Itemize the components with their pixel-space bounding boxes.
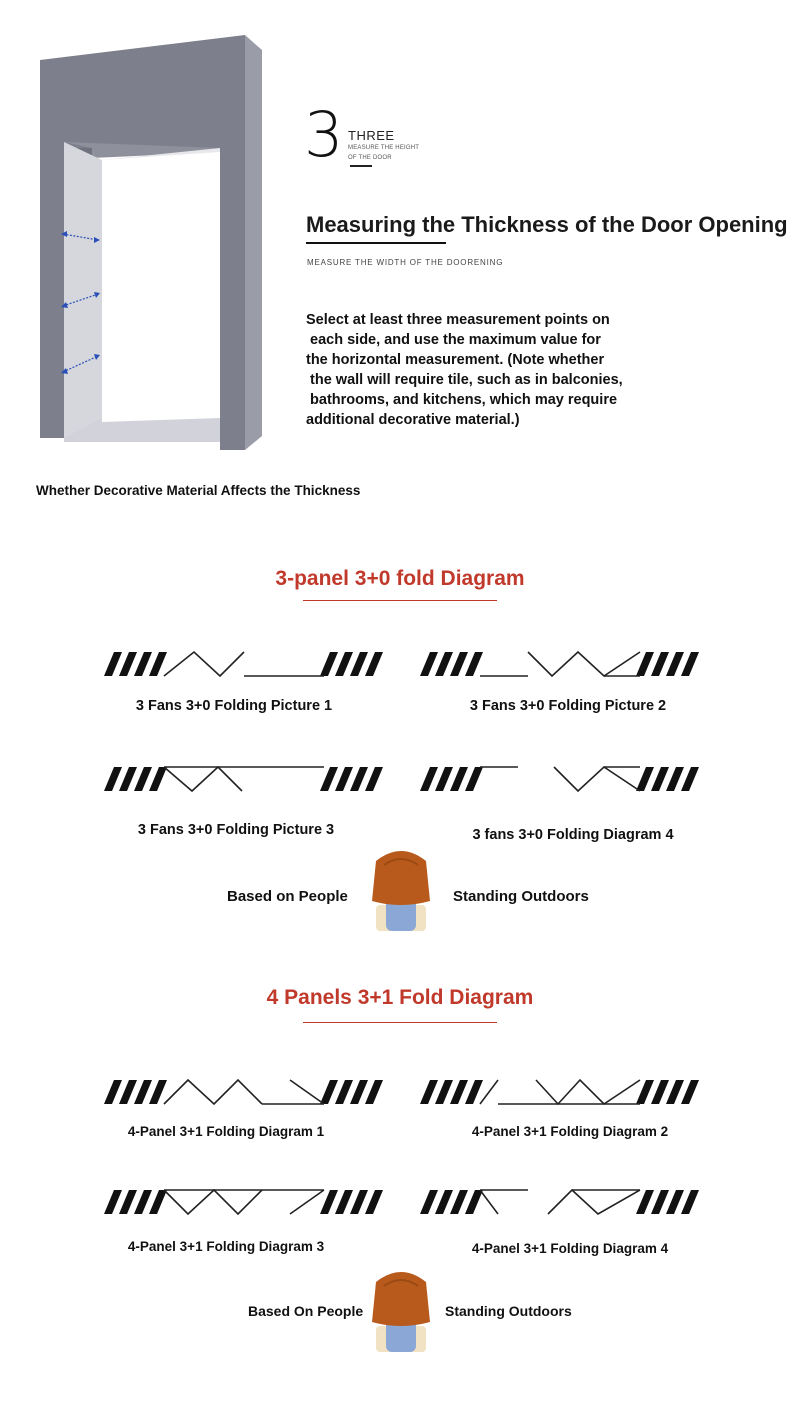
door-panel [164,1190,262,1214]
wall-hatch [350,1190,368,1214]
person-label-right-4panel: Standing Outdoors [445,1303,572,1319]
wall-hatch [666,652,684,676]
label-4panel-2: 4-Panel 3+1 Folding Diagram 2 [471,1124,669,1139]
wall-hatch [435,1080,453,1104]
wall-hatch [651,1080,669,1104]
person-icon [366,847,436,933]
wall-hatch [435,1190,453,1214]
underline-4panel [303,1022,497,1023]
wall-hatch [134,1190,152,1214]
wall-hatch [420,652,438,676]
title-3panel: 3-panel 3+0 fold Diagram [275,567,525,590]
section-subheading: MEASURE THE WIDTH OF THE DOORENING [307,258,504,267]
person-icon [366,1268,436,1354]
title-4panel: 4 Panels 3+1 Fold Diagram [266,986,534,1009]
wall-hatch [119,1190,137,1214]
wall-hatch [104,652,122,676]
wall-hatch [435,767,453,791]
wall-hatch [104,1080,122,1104]
wall-hatch [651,652,669,676]
label-3panel-4: 3 fans 3+0 Folding Diagram 4 [472,827,674,843]
wall-hatch [320,767,338,791]
step-number: 3 [304,98,344,171]
wall-hatch [350,652,368,676]
wall-hatch [320,1190,338,1214]
door-panel [480,1080,498,1104]
wall-hatch [666,1080,684,1104]
wall-hatch [420,767,438,791]
wall-hatch [681,1080,699,1104]
wall-side [245,35,262,450]
fold-diagram-3panel-1 [102,640,386,688]
wall-hatch [465,652,483,676]
wall-hatch [149,767,167,791]
wall-hatch [450,1080,468,1104]
wall-hatch [119,767,137,791]
door-panel [480,1190,498,1214]
wall-hatch [365,1190,383,1214]
door-panel [164,767,242,791]
wall-hatch [636,767,654,791]
person-label-right-3panel: Standing Outdoors [453,888,589,905]
wall-hatch [666,1190,684,1214]
decorative-material-caption: Whether Decorative Material Affects the Thickness [36,483,361,498]
section-heading: Measuring the Thickness of the Door Opening [306,212,788,237]
wall-hatch [149,1190,167,1214]
wall-hatch [420,1080,438,1104]
wall-hatch [450,1190,468,1214]
wall-hatch [134,767,152,791]
wall-hatch [365,652,383,676]
wall-hatch [420,1190,438,1214]
wall-hatch [465,1080,483,1104]
wall-hatch [119,1080,137,1104]
door-panel [554,767,640,791]
fold-diagram-3panel-3 [102,755,386,803]
door-panel [536,1080,640,1104]
wall-hatch [350,767,368,791]
wall-hatch [681,652,699,676]
wall-hatch [350,1080,368,1104]
wall-hatch [335,1080,353,1104]
door-panel [164,652,244,676]
wall-hatch [104,1190,122,1214]
door-panel [528,652,640,676]
wall-hatch [435,652,453,676]
door-panel [290,1080,324,1104]
wall-hatch [320,1080,338,1104]
wall-hatch [365,767,383,791]
label-4panel-3: 4-Panel 3+1 Folding Diagram 3 [127,1239,325,1254]
fold-diagram-3panel-4 [418,755,702,803]
wall-hatch [335,1190,353,1214]
step-underline [350,165,372,167]
door-panel [548,1190,640,1214]
person-label-left-3panel: Based on People [227,888,348,905]
label-4panel-1: 4-Panel 3+1 Folding Diagram 1 [127,1124,325,1139]
wall-hatch [104,767,122,791]
step-word: THREE [348,128,395,143]
wall-hatch [320,652,338,676]
wall-hatch [335,767,353,791]
wall-hatch [119,652,137,676]
fold-diagram-4panel-2 [418,1068,702,1116]
wall-hatch [149,1080,167,1104]
fold-diagram-4panel-4 [418,1178,702,1226]
wall-hatch [681,767,699,791]
wall-hatch [666,767,684,791]
wall-hatch [335,652,353,676]
wall-hatch [134,652,152,676]
fold-diagram-3panel-2 [418,640,702,688]
underline-3panel [303,600,497,601]
step-subtitle-line1: MEASURE THE HEIGHT [348,145,420,151]
wall-hatch [134,1080,152,1104]
person-label-left-4panel: Based On People [248,1303,364,1319]
wall-hatch [651,1190,669,1214]
wall-hatch [149,652,167,676]
door-panel [290,1190,324,1214]
fold-diagram-4panel-3 [102,1178,386,1226]
instructions-text: Select at least three measurement points on each side, and use the maximum value for the horizontal measurement. (Note whether the wall will require tile, such as in balconies, bathrooms, and kitchens, which may require additional decorative material.) [306,312,623,428]
wall-hatch [651,767,669,791]
wall-hatch [636,1080,654,1104]
wall-hatch [465,767,483,791]
label-3panel-3: 3 Fans 3+0 Folding Picture 3 [137,822,335,838]
label-4panel-4: 4-Panel 3+1 Folding Diagram 4 [471,1241,669,1256]
step-subtitle-line2: OF THE DOOR [348,155,392,161]
wall-hatch [636,652,654,676]
wall-hatch [365,1080,383,1104]
door-panel [164,1080,262,1104]
fold-diagram-4panel-1 [102,1068,386,1116]
wall-hatch [465,1190,483,1214]
wall-hatch [450,652,468,676]
wall-hatch [450,767,468,791]
label-3panel-2: 3 Fans 3+0 Folding Picture 2 [469,698,667,714]
heading-underline [306,242,446,244]
wall-hatch [681,1190,699,1214]
wall-hatch [636,1190,654,1214]
door-opening-illustration [30,30,280,455]
label-3panel-1: 3 Fans 3+0 Folding Picture 1 [135,698,333,714]
